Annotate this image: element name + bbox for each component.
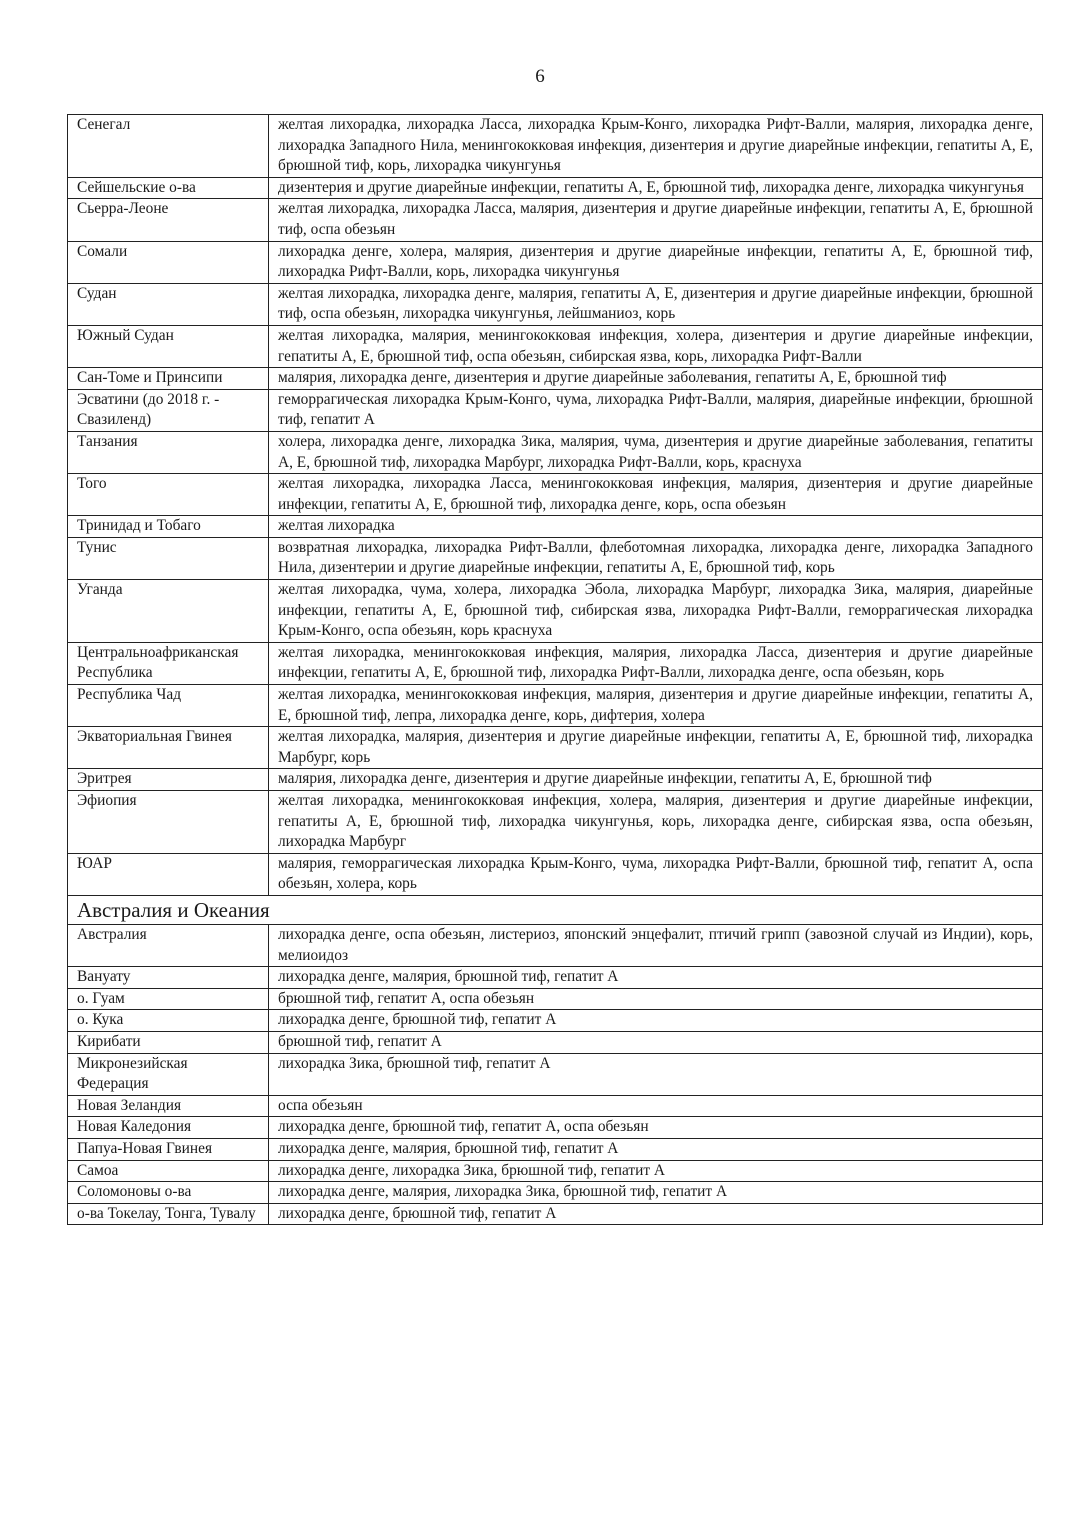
diseases-cell: возвратная лихорадка, лихорадка Рифт-Валли, флеботомная лихорадка, лихорадка денге, лихорадка Западного Нила, дизентерии и другие диарейные инфекции, гепатиты А, Е, брюшной тиф, корь bbox=[269, 537, 1043, 579]
country-cell: Новая Зеландия bbox=[68, 1095, 269, 1117]
table-row bbox=[68, 967, 1043, 989]
diseases-cell: лихорадка Зика, брюшной тиф, гепатит А bbox=[269, 1053, 1043, 1095]
diseases-cell: желтая лихорадка, менингококковая инфекция, холера, малярия, дизентерия и другие диарейные инфекции, гепатиты А, Е, брюшной тиф, лихорадка чикунгунья, корь, лихорадка денге, сибирская язва, оспа обезьян, лихорадка Марбург bbox=[269, 791, 1043, 854]
diseases-cell: лихорадка денге, брюшной тиф, гепатит А bbox=[269, 1010, 1043, 1032]
country-cell: Танзания bbox=[68, 431, 269, 473]
diseases-cell: лихорадка денге, оспа обезьян, листериоз, японский энцефалит, птичий грипп (завозной случай из Индии), корь, мелиоидоз bbox=[269, 924, 1043, 966]
table-row bbox=[68, 791, 1043, 854]
table-row bbox=[68, 177, 1043, 199]
table-row bbox=[68, 769, 1043, 791]
country-cell: Сьерра-Леоне bbox=[68, 199, 269, 241]
oceania-rows bbox=[68, 924, 1043, 1224]
country-cell: Папуа-Новая Гвинея bbox=[68, 1138, 269, 1160]
country-cell: Судан bbox=[68, 283, 269, 325]
diseases-cell: желтая лихорадка, лихорадка Ласса, малярия, дизентерия и другие диарейные инфекции, гепатиты А, Е, брюшной тиф, оспа обезьян bbox=[269, 199, 1043, 241]
diseases-cell: оспа обезьян bbox=[269, 1095, 1043, 1117]
table-row bbox=[68, 474, 1043, 516]
diseases-cell: желтая лихорадка, менингококковая инфекция, малярия, лихорадка Ласса, дизентерия и другие диарейные инфекции, гепатиты А, Е, брюшной тиф, лихорадка Рифт-Валли, лихорадка денге, оспа обезьян, корь bbox=[269, 642, 1043, 684]
table-row bbox=[68, 1203, 1043, 1225]
country-cell: о-ва Токелау, Тонга, Тувалу bbox=[68, 1203, 269, 1225]
country-cell: Австралия bbox=[68, 924, 269, 966]
country-cell: Эсватини (до 2018 г. - Свазиленд) bbox=[68, 389, 269, 431]
diseases-cell: малярия, геморрагическая лихорадка Крым-Конго, чума, лихорадка Рифт-Валли, брюшной тиф, гепатит А, оспа обезьян, холера, корь bbox=[269, 853, 1043, 895]
diseases-cell: желтая лихорадка, лихорадка Ласса, менингококковая инфекция, малярия, дизентерия и другие диарейные инфекции, гепатиты А, Е, брюшной тиф, лихорадка денге, корь, оспа обезьян bbox=[269, 474, 1043, 516]
page-number: 6 bbox=[535, 66, 545, 87]
diseases-cell: лихорадка денге, малярия, лихорадка Зика, брюшной тиф, гепатит А bbox=[269, 1182, 1043, 1204]
diseases-cell: желтая лихорадка, чума, холера, лихорадка Эбола, лихорадка Марбург, лихорадка Зика, малярия, диарейные инфекции, гепатиты А, Е, брюшной тиф, сибирская язва, лихорадка Рифт-Валли, геморрагическая лихорадка Крым-Конго, оспа обезьян, корь краснуха bbox=[269, 580, 1043, 643]
table-row bbox=[68, 241, 1043, 283]
diseases-cell: желтая лихорадка, малярия, дизентерия и другие диарейные инфекции, гепатиты А, Е, брюшной тиф, лихорадка Марбург, корь bbox=[269, 727, 1043, 769]
table-row bbox=[68, 516, 1043, 538]
diseases-cell: малярия, лихорадка денге, дизентерия и другие диарейные инфекции, гепатиты А, Е, брюшной тиф bbox=[269, 769, 1043, 791]
diseases-cell: лихорадка денге, холера, малярия, дизентерия и другие диарейные инфекции, гепатиты А, Е, брюшной тиф, лихорадка Рифт-Валли, корь, лихорадка чикунгунья bbox=[269, 241, 1043, 283]
africa-rows bbox=[68, 115, 1043, 896]
disease-table bbox=[67, 114, 1043, 1225]
country-cell: Кирибати bbox=[68, 1031, 269, 1053]
table-row bbox=[68, 580, 1043, 643]
diseases-cell: лихорадка денге, брюшной тиф, гепатит А, оспа обезьян bbox=[269, 1117, 1043, 1139]
country-cell: Вануату bbox=[68, 967, 269, 989]
country-cell: Соломоновы о-ва bbox=[68, 1182, 269, 1204]
table-row bbox=[68, 389, 1043, 431]
country-cell: Самоа bbox=[68, 1160, 269, 1182]
diseases-cell: малярия, лихорадка денге, дизентерия и другие диарейные заболевания, гепатиты А, Е, брюшной тиф bbox=[269, 368, 1043, 390]
diseases-cell: холера, лихорадка денге, лихорадка Зика, малярия, чума, дизентерия и другие диарейные заболевания, гепатиты А, Е, брюшной тиф, лихорадка Марбург, лихорадка Рифт-Валли, корь, краснуха bbox=[269, 431, 1043, 473]
diseases-cell: лихорадка денге, лихорадка Зика, брюшной тиф, гепатит А bbox=[269, 1160, 1043, 1182]
table-row bbox=[68, 924, 1043, 966]
table-row bbox=[68, 1010, 1043, 1032]
section-heading: Австралия и Океания bbox=[68, 895, 1043, 924]
country-cell: о. Кука bbox=[68, 1010, 269, 1032]
table-row bbox=[68, 283, 1043, 325]
diseases-cell: брюшной тиф, гепатит А, оспа обезьян bbox=[269, 988, 1043, 1010]
section-heading-row bbox=[68, 895, 1043, 924]
country-cell: о. Гуам bbox=[68, 988, 269, 1010]
country-cell: Того bbox=[68, 474, 269, 516]
table-row bbox=[68, 537, 1043, 579]
country-cell: Сан-Томе и Принсипи bbox=[68, 368, 269, 390]
oceania-section bbox=[68, 895, 1043, 924]
country-cell: Тринидад и Тобаго bbox=[68, 516, 269, 538]
country-cell: Сейшельские о-ва bbox=[68, 177, 269, 199]
table-row bbox=[68, 727, 1043, 769]
diseases-cell: брюшной тиф, гепатит А bbox=[269, 1031, 1043, 1053]
diseases-cell: лихорадка денге, брюшной тиф, гепатит А bbox=[269, 1203, 1043, 1225]
diseases-cell: желтая лихорадка bbox=[269, 516, 1043, 538]
diseases-cell: геморрагическая лихорадка Крым-Конго, чума, лихорадка Рифт-Валли, малярия, диарейные инфекции, брюшной тиф, гепатит А bbox=[269, 389, 1043, 431]
country-cell: Экваториальная Гвинея bbox=[68, 727, 269, 769]
country-cell: Эфиопия bbox=[68, 791, 269, 854]
country-cell: Республика Чад bbox=[68, 685, 269, 727]
table-row bbox=[68, 431, 1043, 473]
country-cell: Сомали bbox=[68, 241, 269, 283]
table-row bbox=[68, 1138, 1043, 1160]
table-row bbox=[68, 1095, 1043, 1117]
diseases-cell: дизентерия и другие диарейные инфекции, гепатиты А, Е, брюшной тиф, лихорадка денге, лихорадка чикунгунья bbox=[269, 177, 1043, 199]
country-cell: Новая Каледония bbox=[68, 1117, 269, 1139]
country-cell: Эритрея bbox=[68, 769, 269, 791]
diseases-cell: желтая лихорадка, лихорадка Ласса, лихорадка Крым-Конго, лихорадка Рифт-Валли, малярия, лихорадка денге, лихорадка Западного Нила, менингококковая инфекция, дизентерия и другие диарейные инфекции, гепатиты А, Е, брюшной тиф, корь, лихорадка чикунгунья bbox=[269, 115, 1043, 178]
country-cell: Сенегал bbox=[68, 115, 269, 178]
table-row bbox=[68, 368, 1043, 390]
diseases-cell: желтая лихорадка, лихорадка денге, малярия, гепатиты А, Е, дизентерия и другие диарейные инфекции, брюшной тиф, оспа обезьян, лихорадка чикунгунья, лейшманиоз, корь bbox=[269, 283, 1043, 325]
country-cell: Уганда bbox=[68, 580, 269, 643]
table-row bbox=[68, 988, 1043, 1010]
table-row bbox=[68, 115, 1043, 178]
country-cell: Тунис bbox=[68, 537, 269, 579]
table-row bbox=[68, 1117, 1043, 1139]
table-row bbox=[68, 325, 1043, 367]
table-row bbox=[68, 1160, 1043, 1182]
diseases-cell: желтая лихорадка, малярия, менингококковая инфекция, холера, дизентерия и другие диарейные инфекции, гепатиты А, Е, брюшной тиф, оспа обезьян, сибирская язва, корь, лихорадка Рифт-Валли bbox=[269, 325, 1043, 367]
diseases-cell: желтая лихорадка, менингококковая инфекция, малярия, дизентерия и другие диарейные инфекции, гепатиты А, Е, брюшной тиф, лепра, лихорадка денге, корь, дифтерия, холера bbox=[269, 685, 1043, 727]
country-cell: Микронезийская Федерация bbox=[68, 1053, 269, 1095]
table-row bbox=[68, 1182, 1043, 1204]
table-row bbox=[68, 1031, 1043, 1053]
table-row bbox=[68, 853, 1043, 895]
table-row bbox=[68, 199, 1043, 241]
country-cell: Южный Судан bbox=[68, 325, 269, 367]
table-row bbox=[68, 685, 1043, 727]
diseases-cell: лихорадка денге, малярия, брюшной тиф, гепатит А bbox=[269, 1138, 1043, 1160]
table-row bbox=[68, 1053, 1043, 1095]
table-row bbox=[68, 642, 1043, 684]
diseases-cell: лихорадка денге, малярия, брюшной тиф, гепатит А bbox=[269, 967, 1043, 989]
country-cell: ЮАР bbox=[68, 853, 269, 895]
country-cell: Центральноафриканская Республика bbox=[68, 642, 269, 684]
